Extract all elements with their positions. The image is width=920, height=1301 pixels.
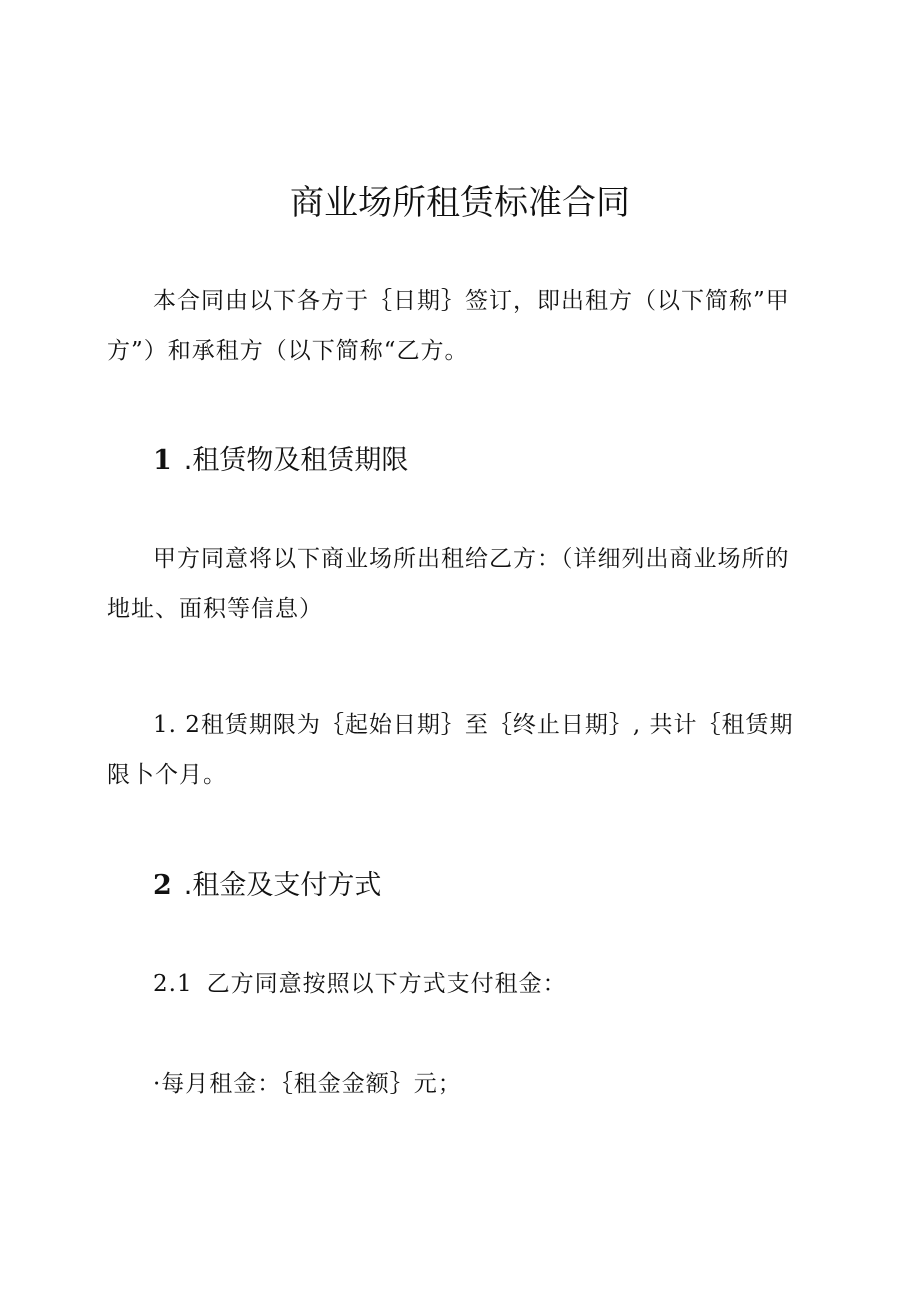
section-2-title: .租金及支付方式 — [183, 870, 382, 901]
section-2-number: 2 — [153, 870, 172, 901]
section-1-number: 1 — [153, 445, 172, 476]
section-2-item-text: 乙方同意按照以下方式支付租金： — [206, 971, 567, 997]
monthly-rent-bullet: ·每月租金：｛租金金额｝元； — [153, 1071, 462, 1097]
section-2-item-number: 2.1 — [153, 971, 193, 997]
section-1-title: .租赁物及租赁期限 — [183, 445, 409, 476]
section-2-heading — [153, 866, 381, 906]
section-1-paragraph-1: 甲方同意将以下商业场所出租给乙方：（详细列出商业场所的地址、面积等信息） — [107, 546, 790, 622]
section-1-paragraph-2: 1. 2租赁期限为｛起始日期｝至｛终止日期｝, 共计｛租赁期限卜个月。 — [107, 712, 794, 788]
section-1-heading — [153, 441, 408, 481]
section-2-item-2-1 — [153, 964, 567, 1004]
intro-paragraph: 本合同由以下各方于｛日期｝签订，即出租方（以下简称”甲方”）和承租方（以下简称“乙方。 — [107, 288, 790, 364]
document-title: 商业场所租赁标准合同 — [290, 183, 630, 223]
